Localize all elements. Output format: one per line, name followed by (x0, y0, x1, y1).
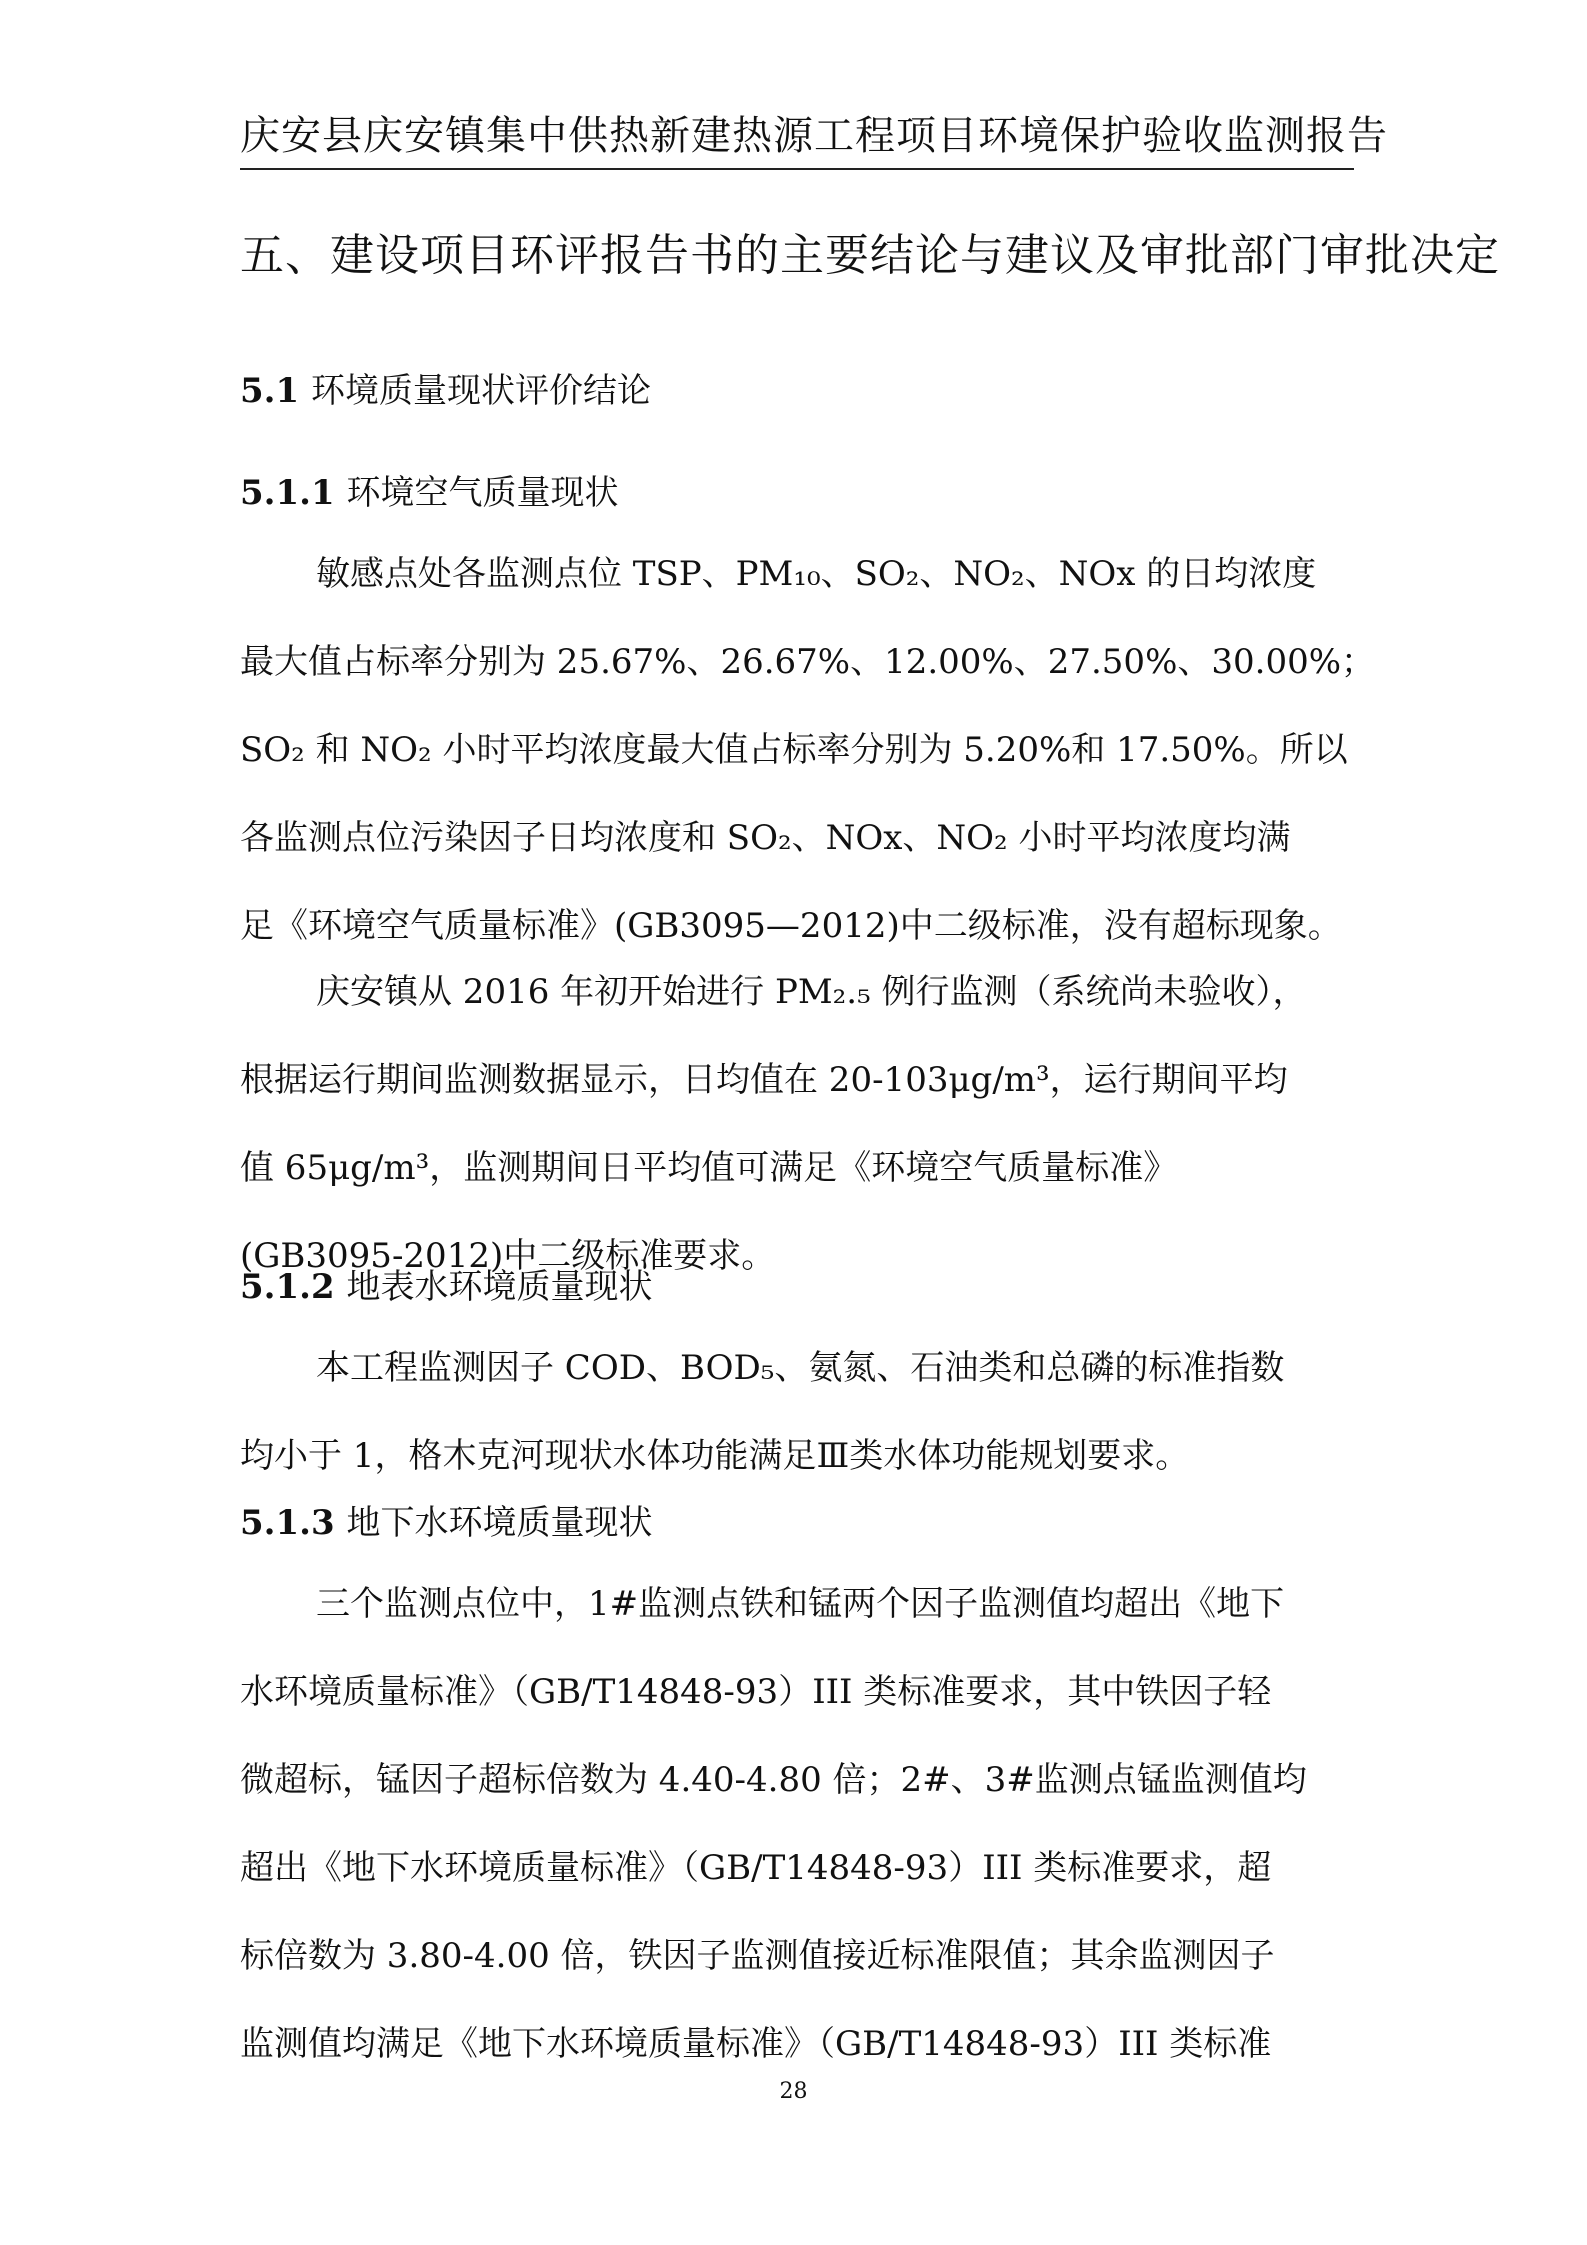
paragraph-line: 监测值均满足《地下水环境质量标准》（GB/T14848-93）III 类标准 (240, 2024, 1272, 2064)
paragraph-line: 本工程监测因子 COD、BOD₅、氨氮、石油类和总磷的标准指数 (316, 1348, 1285, 1388)
paragraph-line: 超出《地下水环境质量标准》（GB/T14848-93）III 类标准要求，超 (240, 1848, 1272, 1888)
heading-5-1-3-number: 5.1.3 (240, 1503, 335, 1543)
paragraph-line: 根据运行期间监测数据显示，日均值在 20-103μg/m³，运行期间平均 (240, 1060, 1288, 1100)
paragraph-surface-water (240, 1324, 1354, 1500)
paragraph-line: 庆安镇从 2016 年初开始进行 PM₂.₅ 例行监测（系统尚未验收）， (316, 972, 1307, 1012)
paragraph-line: (GB3095-2012)中二级标准要求。 (240, 1236, 776, 1276)
paragraph-line: 三个监测点位中，1#监测点铁和锰两个因子监测值均超出《地下 (316, 1584, 1285, 1624)
report-header-title: 庆安县庆安镇集中供热新建热源工程项目环境保护验收监测报告 (240, 113, 1388, 159)
paragraph-line: 标倍数为 3.80-4.00 倍，铁因子监测值接近标准限值；其余监测因子 (240, 1936, 1275, 1976)
paragraph-air-quality-1 (240, 530, 1376, 970)
heading-5-1-2-number: 5.1.2 (240, 1267, 335, 1307)
heading-5-1-number: 5.1 (240, 371, 300, 411)
paragraph-line: 值 65μg/m³，监测期间日平均值可满足《环境空气质量标准》 (240, 1148, 1178, 1188)
heading-5-1-1 (240, 470, 619, 516)
paragraph-line: 微超标，锰因子超标倍数为 4.40-4.80 倍；2#、3#监测点锰监测值均 (240, 1760, 1307, 1800)
heading-5-1-2 (240, 1264, 653, 1310)
section-title: 五、建设项目环评报告书的主要结论与建议及审批部门审批决定 (240, 230, 1500, 281)
paragraph-groundwater (240, 1560, 1354, 2088)
paragraph-line: 水环境质量标准》（GB/T14848-93）III 类标准要求，其中铁因子轻 (240, 1672, 1272, 1712)
paragraph-line: 均小于 1，格木克河现状水体功能满足Ⅲ类水体功能规划要求。 (240, 1436, 1190, 1476)
paragraph-air-quality-2 (240, 948, 1354, 1300)
paragraph-line: 各监测点位污染因子日均浓度和 SO₂、NOx、NO₂ 小时平均浓度均满 (240, 818, 1291, 858)
heading-5-1-title: 环境质量现状评价结论 (311, 371, 651, 411)
heading-5-1-3 (240, 1500, 653, 1546)
paragraph-line: SO₂ 和 NO₂ 小时平均浓度最大值占标率分别为 5.20%和 17.50%。所以 (240, 730, 1348, 770)
heading-5-1-1-number: 5.1.1 (240, 473, 335, 513)
heading-5-1-2-title: 地表水环境质量现状 (346, 1267, 653, 1307)
page-number: 28 (779, 2079, 808, 2104)
heading-5-1-1-title: 环境空气质量现状 (346, 473, 619, 513)
heading-5-1-3-title: 地下水环境质量现状 (346, 1503, 653, 1543)
paragraph-line: 敏感点处各监测点位 TSP、PM₁₀、SO₂、NO₂、NOx 的日均浓度 (316, 554, 1317, 594)
paragraph-line: 足《环境空气质量标准》(GB3095—2012)中二级标准，没有超标现象。 (240, 906, 1342, 946)
header-divider (240, 168, 1354, 170)
heading-5-1 (240, 368, 651, 414)
paragraph-line: 最大值占标率分别为 25.67%、26.67%、12.00%、27.50%、30.00%； (240, 642, 1376, 682)
